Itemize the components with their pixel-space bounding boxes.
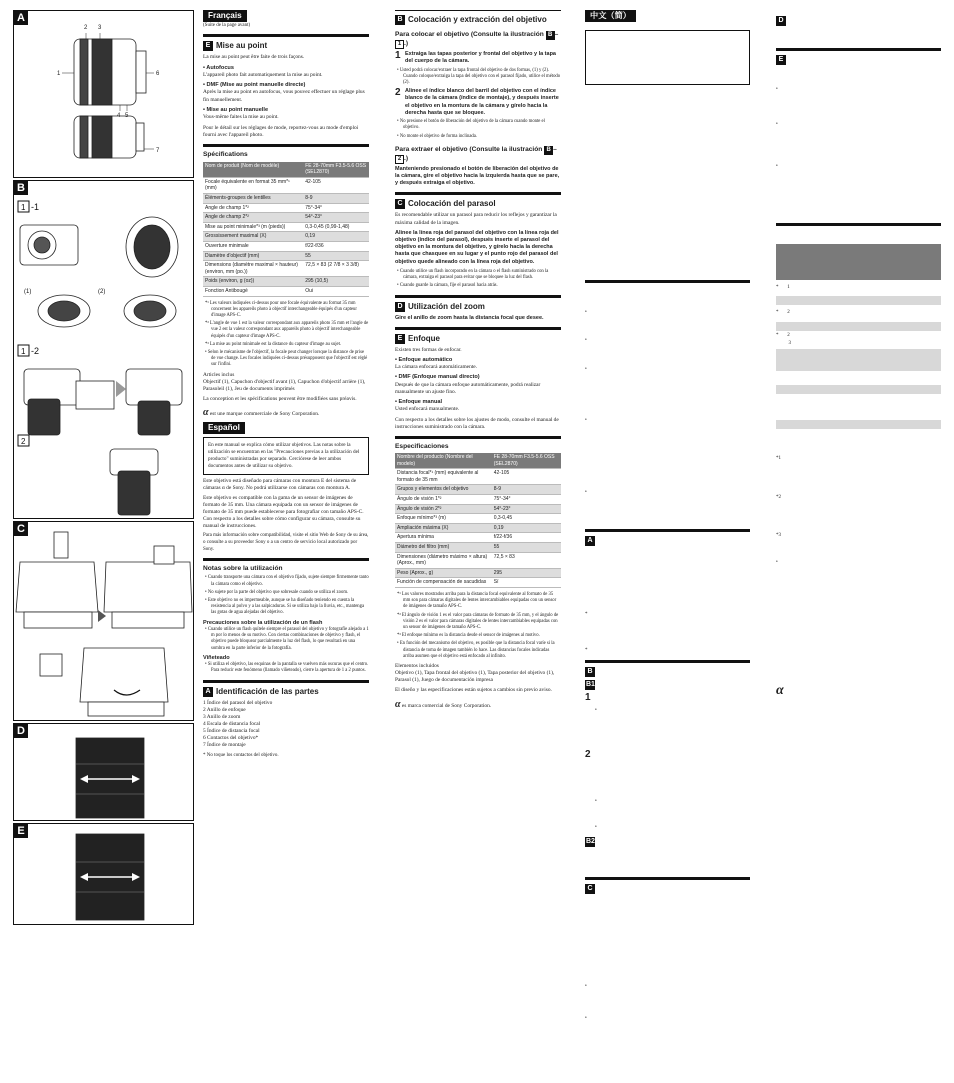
text: Este objetivo es compatible con la gama de un sensor de imágenes de formato de 35 mm. Una cámara equipada con un sensor de imágenes de formato de 35 mm puede establecerse para fotografiar con tamaño APS-C. Con respecto a los detalles sobre cómo configurar su cámara, consulte su manual de instrucciones. — [203, 494, 364, 530]
mounting-diagram — [14, 181, 195, 520]
divider — [203, 34, 369, 37]
heading: Notas sobre la utilización — [203, 565, 283, 573]
text: Vous-même faites la mise au point. — [203, 114, 279, 121]
divider — [395, 436, 561, 439]
spec-row-mark: * 2 — [776, 310, 790, 316]
list-item: 5 Índice de distancia focal — [203, 728, 260, 735]
heading: • Autofocus — [203, 64, 234, 71]
callout-3: 3 — [98, 25, 102, 31]
footnote: *³ El enfoque mínimo es la distancia desde el sensor de imágenes al motivo. — [397, 633, 540, 639]
heading: Para extraer el objetivo (Consulte la ilustración B –2 .) — [395, 145, 557, 162]
bullet: • No presione el botón de liberación del objetivo de la cámara cuando monte el objetivo. — [397, 119, 545, 131]
text: Usted enfocará manualmente. — [395, 406, 460, 413]
svg-text:2: 2 — [21, 437, 26, 446]
divider — [395, 10, 561, 11]
section-heading: C Colocación del parasol — [395, 199, 561, 209]
section-heading: A Identificación de las partes — [203, 687, 369, 697]
callout-6: 6 — [156, 71, 160, 77]
svg-text:1: 1 — [21, 203, 26, 212]
alpha-logo: α — [776, 682, 784, 698]
bullet-mark: • — [776, 164, 778, 170]
column-es-2 — [395, 10, 561, 714]
trademark: α est une marque commerciale de Sony Corporation. — [203, 407, 320, 419]
divider — [776, 48, 941, 51]
footnote: *¹ Les valeurs indiquées ci-dessus pour une focale équivalente au format 35 mm concernent les appareils photo à objectif interchangeable équipés d'un capteur d'image APS-C. — [205, 300, 357, 318]
section-icon-b2: B2 — [586, 837, 595, 845]
text: Este objetivo está diseñado para cámaras con montura E del sistema de cámaras α de Sony. No podrá utilizarse con cámaras con montura A. — [203, 477, 357, 491]
bullet-mark: • — [595, 798, 597, 804]
step-number: 1 — [585, 692, 591, 703]
bullet: • Cuando utilice un flash quítele siempre el parasol del objetivo y fotografíe alejado a 1 m por lo menos de su motivo. Con ciertas combinaciones de objetivo y flash, el objetivo puede bloquear parcialmente la luz del flash, lo que resultará en una sombra en la parte inferior de la fotografía. — [205, 627, 369, 651]
text: Pour le détail sur les réglages de mode, reportez-vous au mode d'emploi fourni avec l'appareil photo. — [203, 125, 359, 139]
spec-row-shade — [776, 385, 941, 394]
section-label-a: A — [14, 11, 28, 25]
section-icon-d: D — [395, 302, 405, 312]
section-heading — [776, 16, 941, 26]
section-icon-c: C — [395, 199, 405, 209]
footnote: *² El ángulo de visión 1 es el valor para cámaras de formato de 35 mm, y el ángulo de visión 2 es el valor para cámaras digitales de lentes intercambiables equipadas con un sensor de imágenes de tamaño APS-C. — [397, 612, 559, 630]
list-item: 3 Anillo de zoom — [203, 713, 241, 720]
section-heading — [585, 884, 750, 894]
heading: • Enfoque manual — [395, 399, 443, 406]
section-icon-b: B — [395, 15, 405, 25]
trademark: α es marca comercial de Sony Corporation. — [395, 698, 492, 710]
table-row: Ángulo de visión 2*² 54°-23° — [395, 504, 561, 514]
footnote: • En función del mecanismo del objetivo, es posible que la distancia focal varíe si la distancia de toma de imagen también lo hace. Las distancias focales indicadas arriba asumen que el objetivo está enfocado al infinito. — [397, 641, 555, 659]
table-row: Focale équivalente en format 35 mm*¹ (mm) 42-105 — [203, 177, 369, 193]
bullet-mark: • — [585, 490, 587, 496]
footnote-mark: *3 — [776, 533, 781, 539]
section-label-c: C — [14, 522, 28, 536]
text: Après la mise au point en autofocus, vous pouvez effectuer un réglage plus fin manuellement. — [203, 89, 365, 103]
text: Existen tres formas de enfocar. — [395, 346, 462, 353]
section-heading: E Mise au point — [203, 41, 369, 51]
footnote: *¹ Los valores mostrados arriba para la distancia focal equivalente al formato de 35 mm son para cámaras digitales de lentes intercambiables equipadas con un sensor de imágenes de tamaño APS-C. — [397, 591, 557, 610]
bullet-mark: • — [585, 1016, 587, 1022]
table-row: Diámetro del filtro (mm) 55 — [395, 543, 561, 553]
method-label-1: (1) — [24, 289, 32, 295]
illustration-d — [13, 723, 194, 821]
bullet: • No monte el objetivo de forma inclinada. — [397, 133, 478, 139]
text: La cámara enfocará automáticamente. — [395, 364, 478, 371]
sub-label-b1-2: -2 — [31, 346, 40, 356]
divider — [395, 295, 561, 298]
section-heading — [585, 536, 750, 546]
table-row: Función de compensación de sacudidas Sí — [395, 578, 561, 588]
list-item: 6 Contactos del objetivo* — [203, 735, 259, 742]
section-icon-b1: B1 — [586, 681, 595, 688]
footnote: • Selon le mécanisme de l'objectif, la focale peut changer lorsque la distance de prise de vue change. Les focales indiquées ci-dessus présupposent que l'objectif est réglé sur l'infini. — [205, 350, 368, 368]
text: Es recomendable utilizar un parasol para reducir los reflejos y garantizar la máxima calidad de la imagen. — [395, 212, 557, 226]
text: Elementos incluidos — [395, 663, 439, 669]
text: La conception et les spécifications peuvent être modifiées sans préavis. — [203, 395, 357, 402]
spec-table-header — [776, 244, 941, 280]
column-fr-es — [203, 10, 369, 762]
section-label-d: D — [14, 724, 28, 738]
table-row: Angle de champ 2*² 54°-23° — [203, 213, 369, 223]
method-label-2: (2) — [98, 289, 106, 295]
footnote: *³ La mise au point minimale est la distance du capteur d'image au sujet. — [205, 341, 342, 347]
spec-row-shade — [776, 349, 941, 371]
intro-note-box — [585, 30, 750, 85]
footnote-mark: *2 — [776, 494, 781, 500]
bullet-mark: • — [585, 367, 587, 373]
section-heading — [585, 667, 750, 677]
section-icon-d: D — [776, 16, 786, 26]
text: Alinee la línea roja del parasol del objetivo con la línea roja del objetivo (índice del parasol), después inserte el parasol del objetivo en la montura del objetivo, y gírelo hacia la derecha hasta que chasquee en su lugar y el punto rojo del parasol del objetivo quede alineado con la línea roja del objetivo. — [395, 229, 559, 265]
section-icon-b: B — [585, 667, 595, 677]
section-icon-e: E — [776, 55, 786, 65]
table-row: Nombre del producto (Nombre del modelo) FE 28-70mm F3.5-5.6 OSS (SEL2870) — [395, 453, 561, 469]
bullet: • Cuando guarde la cámara, fije el parasol hacia atrás. — [397, 283, 498, 289]
spec-table-es — [395, 453, 561, 588]
heading: • DMF (Enfoque manual directo) — [395, 374, 480, 381]
svg-text:1: 1 — [21, 347, 26, 356]
bullet-mark: • — [595, 708, 597, 713]
list-item: 1 Índice del parasol del objetivo — [203, 699, 273, 706]
step-1: 1 Extraiga las tapas posterior y frontal del objetivo y la tapa del cuerpo de la cámara. — [395, 51, 556, 65]
heading: • DMF (Mise au point manuelle directe) — [203, 82, 306, 89]
bullet: • Usted podrá colocar/extraer la tapa frontal del objetivo de dos formas, (1) y (2). Cuando coloque/extraiga la tapa del objetivo con el parasol fijado, utilice el método (2). — [397, 67, 561, 85]
hood-diagram — [14, 522, 195, 722]
table-row: Distancia focal*¹ (mm) equivalente al formato de 35 mm 42-105 — [395, 469, 561, 485]
divider — [203, 680, 369, 683]
bullet-mark: • — [776, 87, 778, 92]
text: Para más información sobre compatibilidad, visite el sitio Web de Sony de su área, o consulte a su proveedor Sony o a un centro de servicio local autorizado por Sony. — [203, 533, 369, 552]
bullet: • Si utiliza el objetivo, las esquinas de la pantalla se vuelven más oscuras que el centro. Para reducir este fenómeno (llamado viñeteado), cierre la apertura de 1 a 2 puntos. — [205, 662, 369, 674]
table-row: Fonction Antibougé Oui — [203, 286, 369, 296]
step-2: 2 Alinee el índice blanco del barril del objetivo con el índice blanco de la cámara (índice de montaje), y después inserte el objetivo en la montura de la cámara y gírelo hacia la derecha hasta que se bloquee. — [395, 88, 559, 116]
section-icon-e: E — [203, 41, 213, 51]
spec-heading: Especificaciones — [395, 442, 449, 450]
column-cn-1 — [585, 10, 750, 1028]
text: * No toque los contactos del objetivo. — [203, 752, 279, 758]
text: Manteniendo presionado el botón de liberación del objetivo de la cámara, gire el objetivo hacia la izquierda hasta que se pare, y después extraiga el objetivo. — [395, 165, 560, 187]
section-heading — [776, 55, 941, 65]
table-row: Grossissement maximal (X) 0,19 — [203, 232, 369, 242]
section-label-e: E — [14, 824, 28, 838]
bullet-mark: • — [776, 121, 778, 127]
section-heading: E Enfoque — [395, 334, 561, 344]
bullet: • Este objetivo no es impermeable, aunque se ha diseñado teniendo en cuenta la resistencia al polvo y a las salpicaduras. Si se utiliza bajo la lluvia, etc., mantenga las gotas de agua alejadas del objetivo. — [205, 598, 365, 616]
spec-table-fr — [203, 162, 369, 297]
heading: Para colocar el objetivo (Consulte la ilustración B –1 .) — [395, 31, 559, 47]
sub-label-b1-1: -1 — [31, 202, 40, 212]
callout-2: 2 — [84, 25, 88, 31]
table-row: Dimensions (diamètre maximal × hauteur) (environ, mm (po.)) 72,5 × 83 (2 7/8 × 3 3/8) — [203, 261, 369, 277]
table-row: Éléments-groupes de lentilles 8-9 — [203, 194, 369, 204]
table-row: Poids (environ, g (oz)) 295 (10,5) — [203, 277, 369, 287]
text: El diseño y las especificaciones están sujetos a cambios sin previo aviso. — [395, 687, 552, 694]
spec-row-shade — [776, 296, 941, 305]
spec-row-mark: * 1 — [776, 284, 790, 290]
bullet-mark: • — [585, 338, 587, 344]
star-mark: * — [585, 611, 588, 617]
list-item: 4 Escala de distancia focal — [203, 721, 261, 728]
footnote-mark: *1 — [776, 456, 781, 462]
footnote: *² L'angle de vue 1 est la valeur correspondant aux appareils photo 35 mm et l'angle de vue 2 est la valeur correspondant aux appareils photo à objectif interchangeable équipés d'un capteur d'image APS-C. — [205, 321, 369, 339]
bullet: • Cuando utilice un flash incorporado en la cámara o el flash suministrado con la cámara, extraiga el parasol para evitar que se bloquee la luz del flash. — [397, 268, 549, 281]
table-row: Enfoque mínimo*³ (m) 0,3-0,45 — [395, 514, 561, 524]
bullet: • No sujete por la parte del objetivo que sobresale cuando se utiliza el zoom. — [205, 589, 349, 595]
sub-heading — [585, 837, 750, 847]
table-row: Diamètre d'objectif (mm) 55 — [203, 251, 369, 261]
bullet-mark: • — [585, 983, 587, 989]
table-row: Peso (Aprox., g) 295 — [395, 568, 561, 578]
illustration-a — [13, 10, 194, 178]
text: Gire el anillo de zoom hasta la distancia focal que desee. — [395, 314, 544, 321]
divider — [776, 223, 941, 226]
heading: • Mise au point manuelle — [203, 106, 269, 113]
divider — [585, 877, 750, 880]
sub-heading — [585, 680, 750, 690]
section-icon-c: C — [585, 884, 595, 894]
intro-note: En este manual se explica cómo utilizar objetivos. Las notas sobre la utilización se encuentran en las "Precauciones previas a la utilización del producto" suministradas por separado. Cerciórese de leer ambos documentos antes de utilizar su objetivo. — [203, 437, 369, 474]
list-item: 7 Índice de montaje — [203, 742, 246, 749]
spec-row-mark: 3 — [788, 340, 791, 346]
zoom-diagram — [14, 724, 195, 822]
callout-7: 7 — [156, 148, 160, 154]
table-row: Dimensiones (diámetro máximo × altura) (Aprox., mm) 72,5 × 83 — [395, 552, 561, 568]
text: Objectif (1), Capuchon d'objectif avant (1), Capuchon d'objectif arrière (1), Parasoleil (1), Jeu de documents imprimés — [203, 378, 366, 392]
alpha-logo: α — [395, 698, 401, 710]
section-label-b: B — [14, 181, 28, 195]
divider — [585, 529, 750, 532]
continued-note: (Suite de la page avant) — [203, 22, 251, 28]
section-icon-e: E — [395, 334, 405, 344]
divider — [395, 327, 561, 330]
lang-tab-fr: Français — [203, 10, 247, 22]
table-row: Mise au point minimale*³ (m (pieds)) 0,3-0,45 (0,99-1,48) — [203, 222, 369, 232]
text: Con respecto a los detalles sobre los ajustes de modo, consulte el manual de instrucciones suministrado con la cámara. — [395, 416, 559, 430]
spec-row-mark: * 2 — [776, 332, 790, 338]
spec-row-shade — [776, 322, 941, 331]
bullet-mark: • — [595, 825, 597, 831]
star-mark: * — [585, 648, 588, 654]
text: L'appareil photo fait automatiquement la mise au point. — [203, 71, 323, 78]
divider — [585, 660, 750, 663]
column-cn-2 — [776, 10, 941, 703]
bullet-mark: • — [585, 309, 587, 315]
text: Después de que la cámara enfoque automáticamente, podrá realizar manualmente un ajuste fino. — [395, 381, 541, 395]
table-row: Nom de produit (Nom de modèle) FE 28-70mm F3.5-5.6 OSS (SEL2870) — [203, 162, 369, 178]
alpha-logo: α — [203, 407, 209, 419]
section-icon-a: A — [585, 536, 595, 546]
bullet-mark: • — [585, 417, 587, 423]
lens-diagram — [14, 11, 195, 179]
illustration-c — [13, 521, 194, 721]
bullet: • Cuando transporte una cámara con el objetivo fijado, sujete siempre firmemente tanto la cámara como el objetivo. — [205, 575, 369, 587]
illustration-b — [13, 180, 194, 519]
bullet-mark: • — [776, 559, 778, 565]
heading: • Enfoque automático — [395, 356, 453, 363]
lang-tab-cn: 中文（简） — [585, 10, 636, 22]
callout-5: 5 — [125, 113, 129, 119]
text: La mise au point peut être faite de trois façons. — [203, 54, 305, 61]
list-item: 2 Anillo de enfoque — [203, 706, 246, 713]
table-row: Ángulo de visión 1*² 75°-34° — [395, 495, 561, 505]
divider — [203, 558, 369, 561]
lang-tab-es: Español — [203, 422, 245, 434]
step-number: 2 — [585, 748, 591, 760]
section-heading: D Utilización del zoom — [395, 302, 561, 312]
divider — [585, 280, 750, 283]
divider — [395, 192, 561, 195]
spec-heading: Spécifications — [203, 151, 248, 159]
table-row: Grupos y elementos del objetivo 8-9 — [395, 485, 561, 495]
divider — [203, 144, 369, 147]
section-icon-a: A — [203, 687, 213, 697]
table-row: Ouverture minimale f/22-f/36 — [203, 242, 369, 252]
heading: Viñeteado — [203, 654, 230, 661]
table-row: Apertura mínima f/22-f/36 — [395, 533, 561, 543]
text: Articles inclus — [203, 371, 235, 378]
table-row: Ampliación máxima (X) 0,19 — [395, 523, 561, 533]
section-heading: B Colocación y extracción del objetivo — [395, 15, 561, 25]
focus-diagram — [14, 824, 195, 926]
illustration-e — [13, 823, 194, 925]
callout-4: 4 — [117, 113, 121, 119]
heading: Precauciones sobre la utilización de un flash — [203, 619, 323, 626]
table-row: Angle de champ 1*² 75°-34° — [203, 203, 369, 213]
callout-1: 1 — [57, 71, 61, 77]
text: Objetivo (1), Tapa frontal del objetivo (1), Tapa posterior del objetivo (1), Parasol (1), Juego de documentación impresa — [395, 670, 555, 684]
spec-row-shade — [776, 420, 941, 429]
